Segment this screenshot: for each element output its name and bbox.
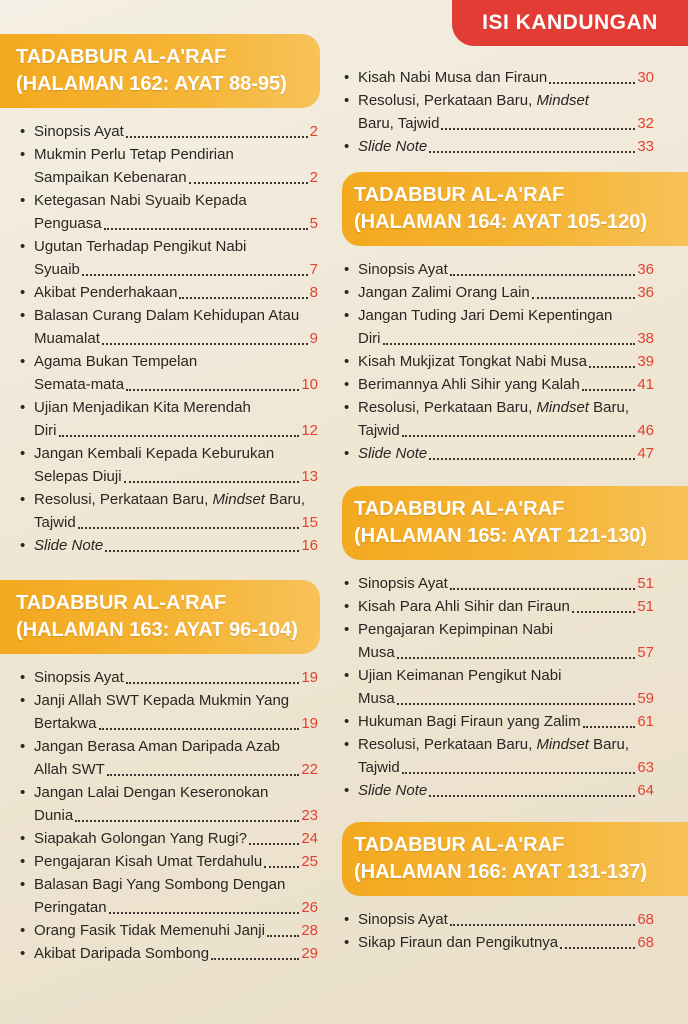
section-163-continued: [334, 66, 688, 158]
dot-leader: [589, 365, 635, 368]
dot-leader: [78, 526, 300, 529]
toc-page-number: 38: [637, 330, 654, 347]
section-162: [0, 34, 330, 557]
toc-entry[interactable]: [20, 304, 318, 350]
dot-leader: [583, 725, 636, 728]
entry-list: [344, 66, 654, 158]
toc-entry-title: • Slide Note: [34, 537, 104, 554]
toc-header-tab: [452, 0, 688, 46]
toc-entry-line: [34, 850, 318, 873]
toc-entry[interactable]: [20, 396, 318, 442]
dot-leader: [582, 388, 636, 391]
toc-page-number: 51: [637, 598, 654, 615]
toc-entry[interactable]: [344, 664, 654, 710]
section-banner: [342, 486, 688, 560]
dot-leader: [397, 702, 636, 705]
toc-entry-line: [34, 143, 318, 166]
toc-entry-line: [358, 733, 654, 756]
dot-leader: [109, 911, 300, 914]
toc-page-number: 7: [309, 261, 318, 278]
toc-entry-line: [34, 350, 318, 373]
toc-entry-title: • Resolusi, Perkataan Baru, Mindset: [358, 92, 589, 109]
toc-page-number: 25: [301, 853, 318, 870]
dot-leader: [99, 727, 300, 730]
section-banner: [0, 34, 320, 108]
dot-leader: [402, 771, 636, 774]
toc-entry-title: Musa: [358, 644, 395, 661]
toc-entry-line: [358, 779, 654, 802]
toc-entry-title: Selepas Diuji: [34, 468, 122, 485]
toc-entry-line: [34, 166, 318, 189]
toc-page-number: 41: [637, 376, 654, 393]
toc-entry[interactable]: [344, 304, 654, 350]
toc-entry-line: [358, 710, 654, 733]
toc-entry[interactable]: [344, 281, 654, 304]
toc-entry-title: Diri: [34, 422, 57, 439]
section-title-line1: TADABBUR AL-A'RAF: [354, 498, 565, 520]
toc-entry-title: • Slide Note: [358, 445, 428, 462]
toc-entry-title: • Balasan Curang Dalam Kehidupan Atau: [34, 307, 300, 324]
toc-page-number: 68: [637, 934, 654, 951]
toc-entry[interactable]: [20, 442, 318, 488]
dot-leader: [124, 480, 300, 483]
toc-page-number: 10: [301, 376, 318, 393]
toc-entry-line: [34, 442, 318, 465]
dot-leader: [397, 656, 636, 659]
toc-entry-title: • Kisah Nabi Musa dan Firaun: [358, 69, 548, 86]
toc-page-number: 16: [301, 537, 318, 554]
toc-entry-line: [34, 465, 318, 488]
section-banner: [342, 172, 688, 246]
section-banner: [0, 580, 320, 654]
toc-entry-line: [358, 350, 654, 373]
toc-page-number: 33: [637, 138, 654, 155]
toc-entry[interactable]: [344, 442, 654, 465]
entry-list: [20, 120, 318, 557]
toc-entry-title: • Balasan Bagi Yang Sombong Dengan: [34, 876, 286, 893]
toc-entry-title: • Kisah Para Ahli Sihir dan Firaun: [358, 598, 570, 615]
dot-leader: [429, 794, 635, 797]
dot-leader: [104, 227, 308, 230]
toc-entry-title: • Jangan Zalimi Orang Lain: [358, 284, 530, 301]
dot-leader: [560, 946, 635, 949]
dot-leader: [82, 273, 308, 276]
toc-entry[interactable]: [344, 572, 654, 595]
dot-leader: [179, 296, 307, 299]
toc-entry-line: [34, 712, 318, 735]
toc-entry-title: • Sikap Firaun dan Pengikutnya: [358, 934, 559, 951]
toc-entry-title: • Berimannya Ahli Sihir yang Kalah: [358, 376, 580, 393]
toc-entry-line: [34, 488, 318, 511]
toc-entry-line: [358, 419, 654, 442]
toc-entry-title: Sampaikan Kebenaran: [34, 169, 187, 186]
toc-entry-line: [34, 373, 318, 396]
toc-entry-line: [358, 641, 654, 664]
toc-page-number: 47: [637, 445, 654, 462]
toc-entry-line: [358, 373, 654, 396]
toc-entry-title: Bertakwa: [34, 715, 97, 732]
toc-entry-line: [358, 258, 654, 281]
dot-leader: [429, 457, 635, 460]
entry-list: [344, 908, 654, 954]
toc-header-label: ISI KANDUNGAN: [482, 11, 658, 34]
toc-page-number: 29: [301, 945, 318, 962]
toc-page-number: 63: [637, 759, 654, 776]
toc-entry[interactable]: [344, 595, 654, 618]
toc-entry-title: Tajwid: [358, 759, 400, 776]
dot-leader: [450, 273, 636, 276]
toc-page-number: 61: [637, 713, 654, 730]
toc-entry[interactable]: [20, 235, 318, 281]
toc-entry-line: [358, 281, 654, 304]
toc-entry[interactable]: [20, 189, 318, 235]
toc-entry[interactable]: [20, 850, 318, 873]
toc-entry[interactable]: [20, 942, 318, 965]
toc-entry-line: [34, 689, 318, 712]
toc-page-number: 30: [637, 69, 654, 86]
toc-entry-line: [358, 304, 654, 327]
dot-leader: [126, 388, 299, 391]
toc-entry-line: [34, 735, 318, 758]
toc-entry-line: [34, 804, 318, 827]
toc-entry[interactable]: [344, 733, 654, 779]
toc-entry-line: [34, 511, 318, 534]
entry-list: [20, 666, 318, 965]
toc-entry-title: • Janji Allah SWT Kepada Mukmin Yang: [34, 692, 290, 709]
section-title-line1: TADABBUR AL-A'RAF: [354, 834, 565, 856]
toc-entry-line: [34, 419, 318, 442]
toc-entry-title: • Resolusi, Perkataan Baru, Mindset Baru,: [358, 736, 629, 753]
dot-leader: [75, 819, 299, 822]
toc-page-number: 26: [301, 899, 318, 916]
toc-page-number: 24: [301, 830, 318, 847]
toc-entry-title: • Slide Note: [358, 782, 428, 799]
toc-entry[interactable]: [344, 779, 654, 802]
dot-leader: [383, 342, 636, 345]
toc-entry-title: • Jangan Kembali Kepada Keburukan: [34, 445, 275, 462]
toc-entry-title: • Sinopsis Ayat: [34, 669, 124, 686]
toc-entry-title: • Sinopsis Ayat: [34, 123, 124, 140]
section-title-line2: (HALAMAN 165: AYAT 121-130): [354, 525, 648, 547]
dot-leader: [532, 296, 636, 299]
section-title-line2: (HALAMAN 163: AYAT 96-104): [16, 619, 298, 641]
toc-entry-title: Semata-mata: [34, 376, 125, 393]
toc-entry-line: [34, 327, 318, 350]
toc-entry-title: • Kisah Mukjizat Tongkat Nabi Musa: [358, 353, 587, 370]
dot-leader: [572, 610, 636, 613]
toc-entry-line: [34, 396, 318, 419]
toc-entry-title: • Jangan Berasa Aman Daripada Azab: [34, 738, 280, 755]
section-title-line1: TADABBUR AL-A'RAF: [16, 46, 227, 68]
dot-leader: [189, 181, 308, 184]
toc-entry-title: Tajwid: [358, 422, 400, 439]
toc-entry-line: [34, 258, 318, 281]
entry-list: [344, 572, 654, 802]
toc-page-number: 59: [637, 690, 654, 707]
toc-entry-title: • Ugutan Terhadap Pengikut Nabi: [34, 238, 247, 255]
toc-entry-title: • Orang Fasik Tidak Memenuhi Janji: [34, 922, 265, 939]
toc-entry-line: [358, 756, 654, 779]
toc-entry[interactable]: [344, 618, 654, 664]
toc-entry-title: • Akibat Daripada Sombong: [34, 945, 210, 962]
section-166: [334, 822, 688, 954]
toc-entry-title: Allah SWT: [34, 761, 105, 778]
toc-entry[interactable]: [20, 781, 318, 827]
toc-page-number: 36: [637, 261, 654, 278]
toc-entry-title: • Pengajaran Kisah Umat Terdahulu: [34, 853, 263, 870]
toc-entry-title: • Sinopsis Ayat: [358, 575, 448, 592]
toc-page-number: 19: [301, 669, 318, 686]
dot-leader: [402, 434, 636, 437]
toc-page-number: 23: [301, 807, 318, 824]
dot-leader: [211, 957, 299, 960]
toc-entry-line: [34, 212, 318, 235]
toc-entry-line: [358, 327, 654, 350]
toc-entry[interactable]: [344, 396, 654, 442]
toc-entry-line: [358, 66, 654, 89]
toc-entry-line: [34, 781, 318, 804]
toc-entry-title: • Ujian Menjadikan Kita Merendah: [34, 399, 251, 416]
toc-entry-title: Musa: [358, 690, 395, 707]
toc-entry-line: [358, 618, 654, 641]
toc-entry-title: • Ujian Keimanan Pengikut Nabi: [358, 667, 562, 684]
toc-entry-title: Baru, Tajwid: [358, 115, 440, 132]
toc-entry-title: Muamalat: [34, 330, 100, 347]
toc-entry-line: [34, 304, 318, 327]
dot-leader: [126, 135, 308, 138]
section-banner: [342, 822, 688, 896]
dot-leader: [59, 434, 300, 437]
toc-page-number: 19: [301, 715, 318, 732]
section-title-line1: TADABBUR AL-A'RAF: [354, 184, 565, 206]
toc-entry-line: [358, 135, 654, 158]
section-165: [334, 486, 688, 802]
toc-entry-line: [34, 235, 318, 258]
toc-entry-line: [34, 281, 318, 304]
toc-entry-title: • Ketegasan Nabi Syuaib Kepada: [34, 192, 247, 209]
toc-entry-line: [34, 942, 318, 965]
toc-entry-line: [358, 89, 654, 112]
toc-entry-line: [34, 827, 318, 850]
toc-page-number: 51: [637, 575, 654, 592]
toc-entry-line: [358, 442, 654, 465]
toc-page-number: 36: [637, 284, 654, 301]
toc-entry[interactable]: [344, 373, 654, 396]
dot-leader: [267, 934, 299, 937]
toc-entry[interactable]: [20, 350, 318, 396]
dot-leader: [441, 127, 635, 130]
toc-page-number: 8: [309, 284, 318, 301]
toc-page-number: 12: [301, 422, 318, 439]
toc-entry[interactable]: [20, 666, 318, 689]
toc-page-number: 2: [309, 123, 318, 140]
toc-page-number: 22: [301, 761, 318, 778]
toc-entry-title: Syuaib: [34, 261, 80, 278]
toc-entry-title: • Jangan Lalai Dengan Keseronokan: [34, 784, 269, 801]
toc-entry-line: [358, 908, 654, 931]
toc-entry-title: • Resolusi, Perkataan Baru, Mindset Baru,: [358, 399, 629, 416]
dot-leader: [549, 81, 635, 84]
dot-leader: [249, 842, 299, 845]
dot-leader: [105, 549, 299, 552]
toc-entry-line: [34, 896, 318, 919]
toc-entry-title: • Sinopsis Ayat: [358, 911, 448, 928]
toc-entry[interactable]: [344, 908, 654, 931]
toc-entry-title: Tajwid: [34, 514, 76, 531]
toc-page-number: 46: [637, 422, 654, 439]
toc-page-number: 9: [309, 330, 318, 347]
section-164: [334, 172, 688, 465]
toc-entry-line: [34, 919, 318, 942]
toc-entry[interactable]: [20, 281, 318, 304]
toc-entry[interactable]: [20, 827, 318, 850]
dot-leader: [450, 587, 636, 590]
dot-leader: [126, 681, 300, 684]
toc-entry-line: [34, 120, 318, 143]
toc-entry-line: [358, 687, 654, 710]
toc-entry-line: [358, 595, 654, 618]
toc-entry-line: [34, 873, 318, 896]
toc-entry-line: [34, 189, 318, 212]
toc-entry-line: [34, 534, 318, 557]
toc-entry-title: Diri: [358, 330, 381, 347]
toc-page-number: 39: [637, 353, 654, 370]
toc-entry[interactable]: [344, 710, 654, 733]
toc-entry-line: [358, 931, 654, 954]
toc-entry-title: • Pengajaran Kepimpinan Nabi: [358, 621, 554, 638]
toc-entry-title: • Agama Bukan Tempelan: [34, 353, 198, 370]
toc-entry[interactable]: [20, 873, 318, 919]
section-163: [0, 580, 330, 965]
toc-entry-title: • Sinopsis Ayat: [358, 261, 448, 278]
toc-entry-line: [358, 112, 654, 135]
toc-entry-title: • Jangan Tuding Jari Demi Kepentingan: [358, 307, 613, 324]
toc-entry-title: • Akibat Penderhakaan: [34, 284, 178, 301]
toc-page-number: 68: [637, 911, 654, 928]
toc-entry-title: Penguasa: [34, 215, 102, 232]
toc-entry-title: • Mukmin Perlu Tetap Pendirian: [34, 146, 234, 163]
toc-entry-line: [34, 758, 318, 781]
dot-leader: [107, 773, 299, 776]
section-title-line2: (HALAMAN 162: AYAT 88-95): [16, 73, 287, 95]
dot-leader: [450, 923, 636, 926]
toc-entry[interactable]: [344, 258, 654, 281]
toc-page-number: 57: [637, 644, 654, 661]
toc-page-number: 28: [301, 922, 318, 939]
toc-entry[interactable]: [20, 689, 318, 735]
toc-entry[interactable]: [20, 534, 318, 557]
toc-page-number: 2: [309, 169, 318, 186]
toc-entry-title: Peringatan: [34, 899, 107, 916]
toc-entry[interactable]: [344, 135, 654, 158]
toc-entry-line: [358, 396, 654, 419]
section-title-line1: TADABBUR AL-A'RAF: [16, 592, 227, 614]
toc-page-number: 15: [301, 514, 318, 531]
toc-entry-line: [358, 664, 654, 687]
toc-entry[interactable]: [344, 66, 654, 89]
toc-entry[interactable]: [20, 919, 318, 942]
toc-entry-title: • Slide Note: [358, 138, 428, 155]
toc-entry[interactable]: [344, 350, 654, 373]
toc-page-number: 32: [637, 115, 654, 132]
toc-entry[interactable]: [344, 89, 654, 135]
toc-entry-line: [34, 666, 318, 689]
toc-entry-title: • Siapakah Golongan Yang Rugi?: [34, 830, 247, 847]
dot-leader: [102, 342, 308, 345]
section-title-line2: (HALAMAN 166: AYAT 131-137): [354, 861, 648, 883]
dot-leader: [264, 865, 299, 868]
dot-leader: [429, 150, 635, 153]
entry-list: [344, 258, 654, 465]
toc-entry[interactable]: [20, 735, 318, 781]
toc-entry[interactable]: [20, 120, 318, 143]
toc-entry[interactable]: [344, 931, 654, 954]
toc-entry-title: • Resolusi, Perkataan Baru, Mindset Baru,: [34, 491, 305, 508]
section-title-line2: (HALAMAN 164: AYAT 105-120): [354, 211, 648, 233]
toc-page-number: 64: [637, 782, 654, 799]
toc-entry-line: [358, 572, 654, 595]
toc-entry-title: • Hukuman Bagi Firaun yang Zalim: [358, 713, 581, 730]
toc-entry[interactable]: [20, 143, 318, 189]
toc-entry-title: Dunia: [34, 807, 74, 824]
toc-page-number: 13: [301, 468, 318, 485]
toc-entry[interactable]: [20, 488, 318, 534]
toc-page-number: 5: [309, 215, 318, 232]
